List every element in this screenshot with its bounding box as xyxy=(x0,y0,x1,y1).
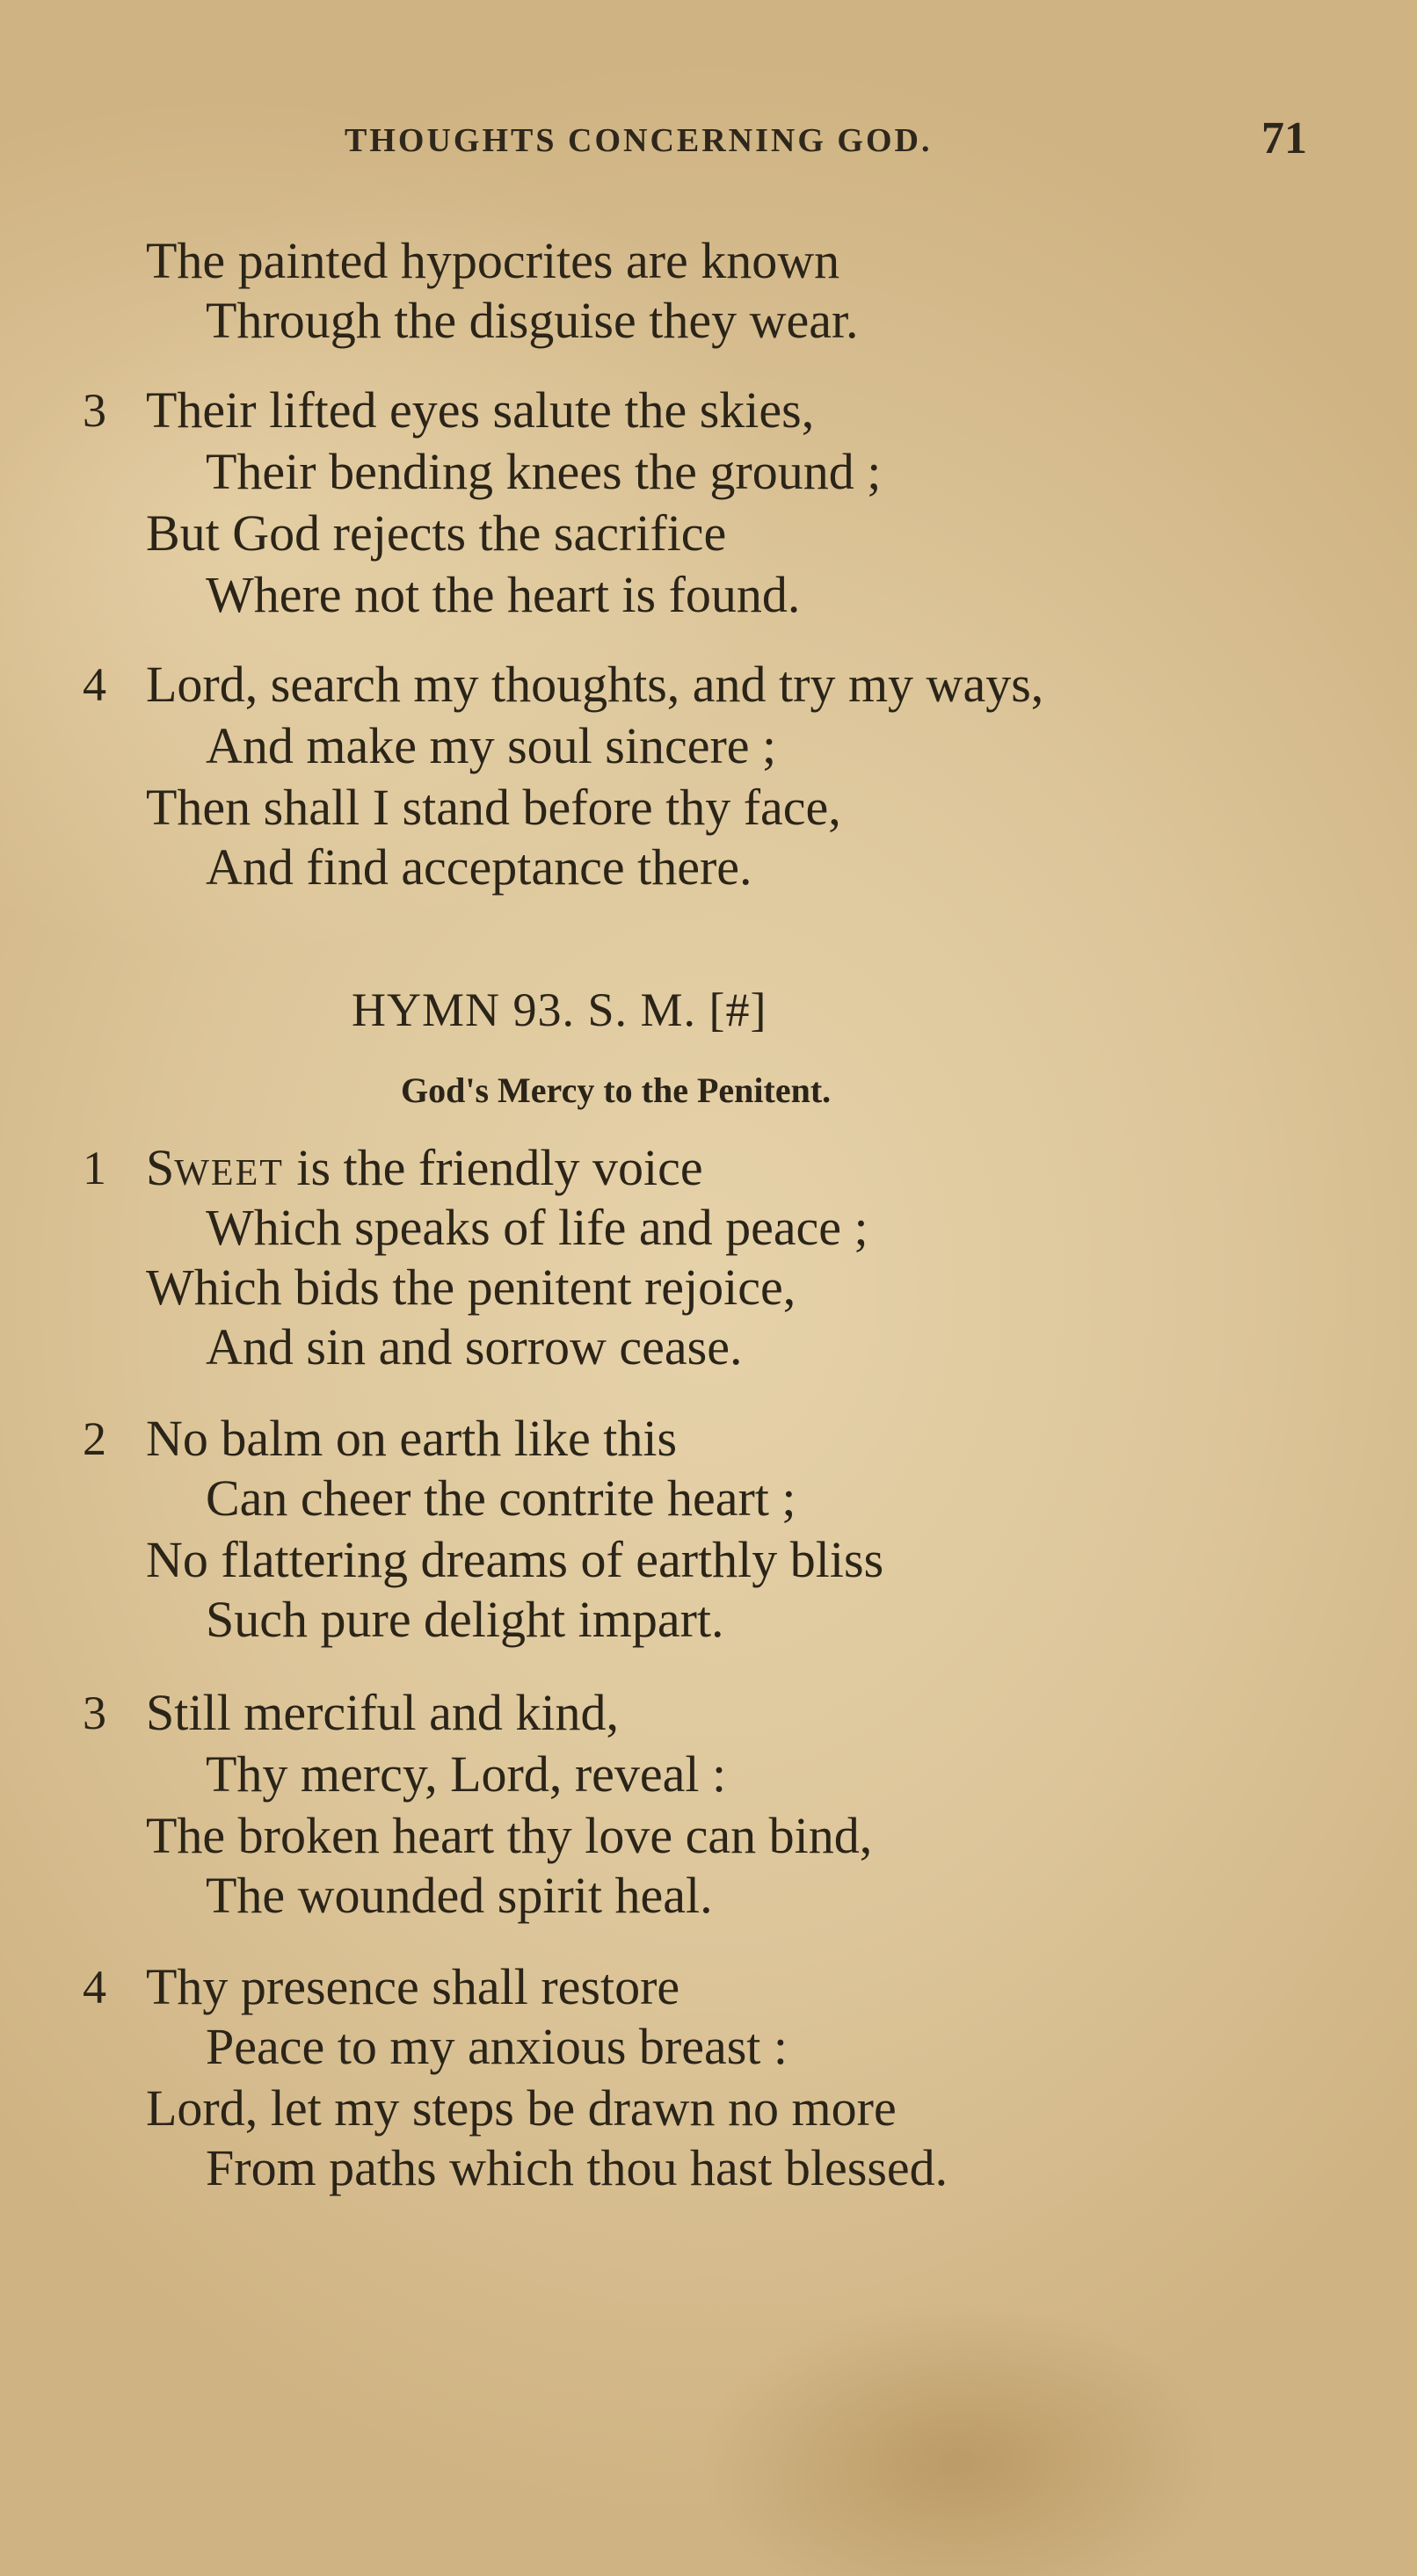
verse-line: Such pure delight impart. xyxy=(206,1591,724,1648)
verse-line: Their lifted eyes salute the skies, xyxy=(146,381,815,439)
verse-line: But God rejects the sacrifice xyxy=(146,504,727,562)
verse-line: Where not the heart is found. xyxy=(206,566,801,623)
verse-line: Lord, search my thoughts, and try my ways, xyxy=(146,656,1044,713)
stanza-number: 1 xyxy=(83,1142,106,1194)
verse-line: Still merciful and kind, xyxy=(146,1684,620,1741)
verse-line: Their bending knees the ground ; xyxy=(206,443,882,500)
running-head: THOUGHTS CONCERNING GOD. xyxy=(345,122,933,159)
verse-line: Lord, let my steps be drawn no more xyxy=(146,2079,897,2137)
verse-line: And find acceptance there. xyxy=(206,838,752,896)
drop-word-cap: S xyxy=(146,1139,175,1196)
verse-line-first xyxy=(146,1139,703,1196)
hymn-title: HYMN 93. S. M. [#] xyxy=(352,983,767,1036)
stanza-number: 3 xyxy=(83,1687,106,1739)
verse-line: No balm on earth like this xyxy=(146,1410,678,1467)
verse-line: The wounded spirit heal. xyxy=(206,1867,713,1924)
verse-line: And make my soul sincere ; xyxy=(206,717,777,774)
verse-line: And sin and sorrow cease. xyxy=(206,1318,743,1375)
verse-line: From paths which thou hast blessed. xyxy=(206,2139,948,2196)
verse-line: Which speaks of life and peace ; xyxy=(206,1199,868,1256)
stanza-number: 4 xyxy=(83,1961,106,2014)
stanza-number: 2 xyxy=(83,1412,106,1465)
verse-line: Thy mercy, Lord, reveal : xyxy=(206,1745,727,1803)
verse-line: Then shall I stand before thy face, xyxy=(146,779,841,836)
verse-line: The broken heart thy love can bind, xyxy=(146,1807,873,1864)
verse-line: The painted hypocrites are known xyxy=(146,232,840,289)
verse-line: Peace to my anxious breast : xyxy=(206,2018,788,2075)
verse-line: Which bids the penitent rejoice, xyxy=(146,1259,796,1316)
first-line-rest: is the friendly voice xyxy=(283,1139,703,1196)
verse-line: Can cheer the contrite heart ; xyxy=(206,1469,796,1527)
small-caps-word: WEET xyxy=(174,1153,284,1194)
stanza-number: 4 xyxy=(83,658,106,711)
stanza-number: 3 xyxy=(83,384,106,437)
verse-line: Thy presence shall restore xyxy=(146,1958,680,2015)
verse-line: No flattering dreams of earthly bliss xyxy=(146,1531,884,1588)
verse-line: Through the disguise they wear. xyxy=(206,292,859,349)
page-number: 71 xyxy=(1261,113,1307,163)
hymn-subtitle: God's Mercy to the Penitent. xyxy=(401,1070,832,1110)
